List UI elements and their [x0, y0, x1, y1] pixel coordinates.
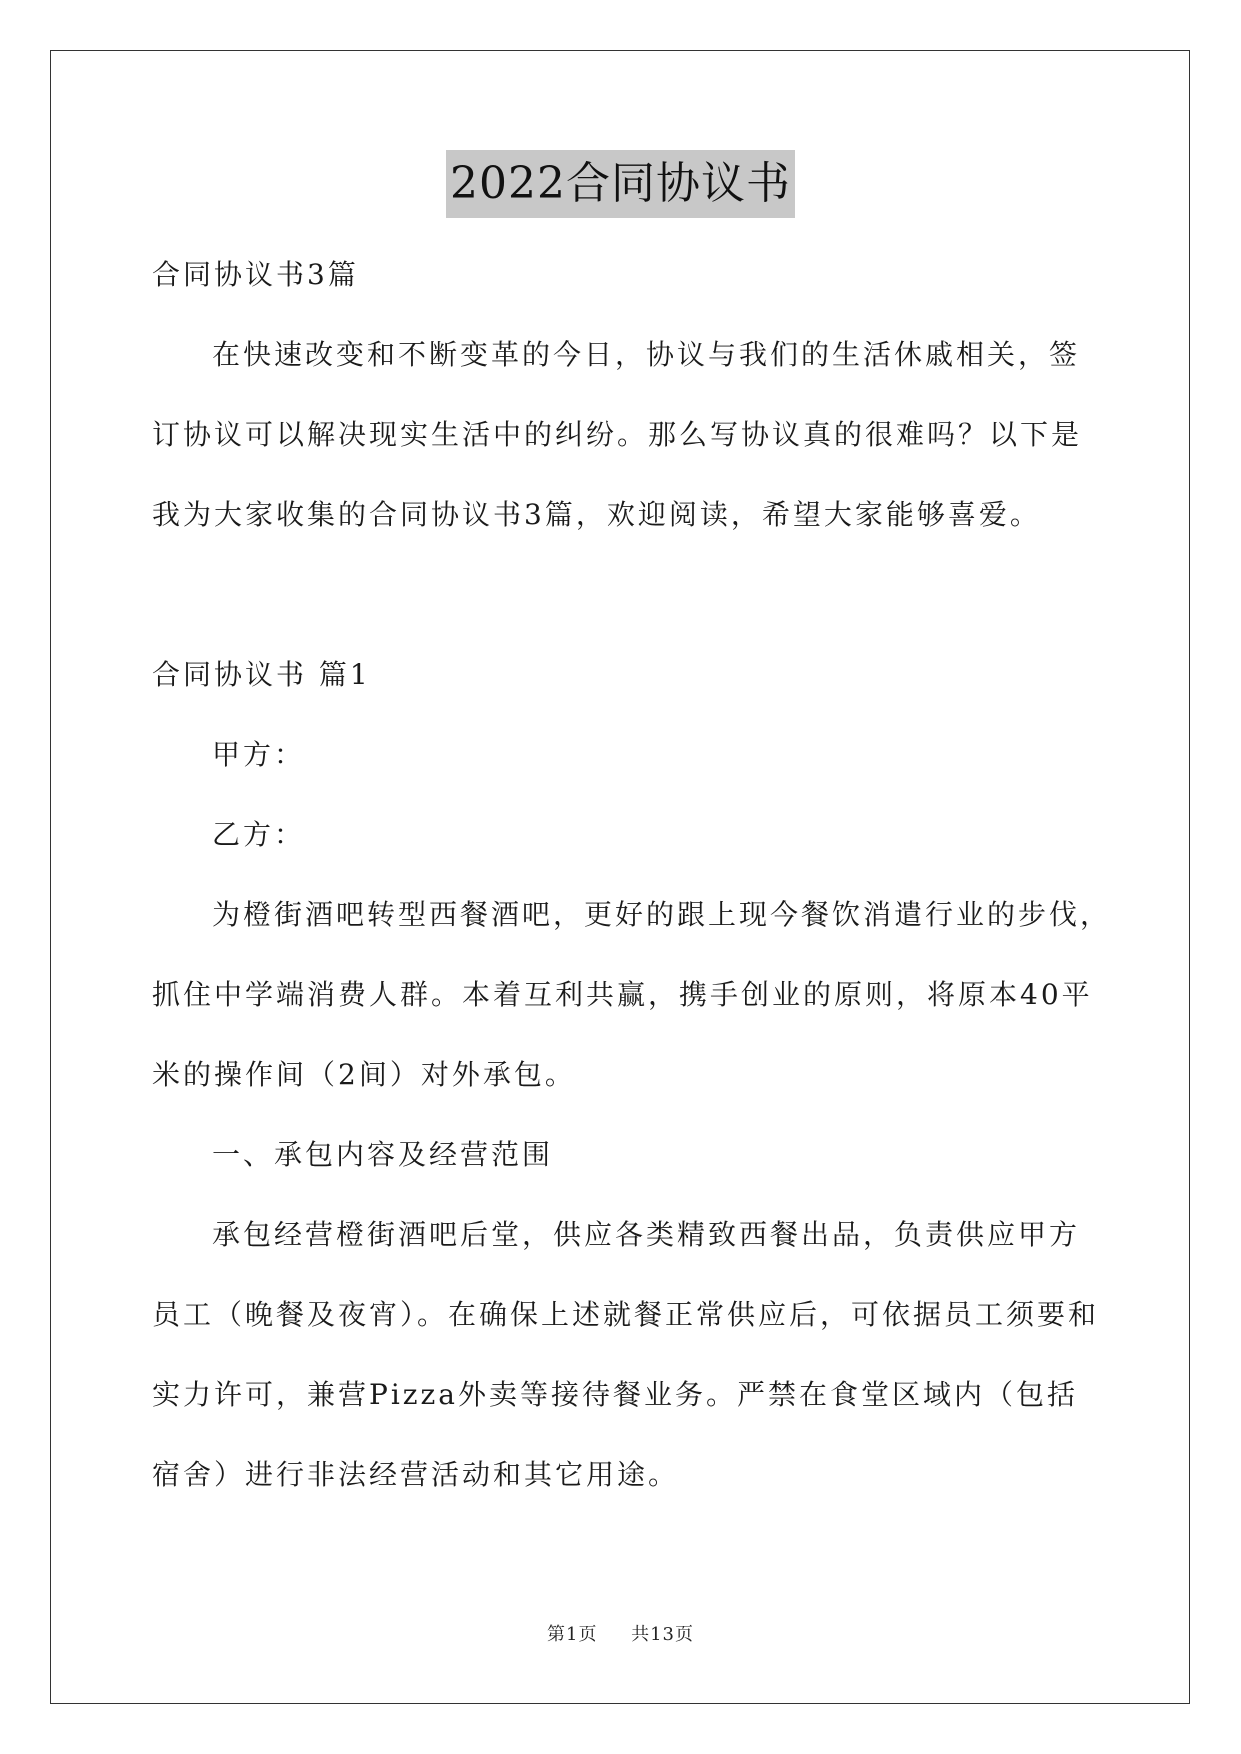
paragraph-line: 为橙街酒吧转型西餐酒吧，更好的跟上现今餐饮消遣行业的步伐，	[212, 898, 1112, 931]
paragraph-line: 在快速改变和不断变革的今日，协议与我们的生活休戚相关，签	[212, 338, 1081, 371]
paragraph-line: 米的操作间（2间）对外承包。	[152, 1058, 576, 1091]
paragraph-line: 我为大家收集的合同协议书3篇，欢迎阅读，希望大家能够喜爱。	[152, 498, 1041, 531]
paragraph-line: 员工（晚餐及夜宵）。在确保上述就餐正常供应后，可依据员工须要和	[152, 1298, 1100, 1331]
paragraph-line: 抓住中学端消费人群。本着互利共赢，携手创业的原则，将原本40平	[152, 978, 1093, 1011]
party-b-label: 乙方：	[212, 818, 306, 851]
clause-heading: 一、承包内容及经营范围	[212, 1138, 554, 1171]
document-title: 2022合同协议书	[446, 150, 795, 218]
paragraph-gap	[152, 555, 1092, 635]
page-total: 共13页	[631, 1624, 694, 1645]
page-footer	[0, 1620, 1241, 1646]
paragraph-line: 承包经营橙街酒吧后堂，供应各类精致西餐出品，负责供应甲方	[212, 1218, 1081, 1251]
party-a-label: 甲方：	[212, 738, 306, 771]
paragraph-line: 宿舍）进行非法经营活动和其它用途。	[152, 1458, 680, 1491]
document-body	[152, 235, 1112, 1515]
title-container	[0, 150, 1241, 218]
section-heading: 合同协议书 篇1	[152, 658, 371, 691]
section-heading: 合同协议书3篇	[152, 258, 359, 291]
paragraph-line: 实力许可，兼营Pizza外卖等接待餐业务。严禁在食堂区域内（包括	[152, 1378, 1078, 1411]
paragraph-line: 订协议可以解决现实生活中的纠纷。那么写协议真的很难吗？以下是	[152, 418, 1083, 451]
page-number: 第1页	[547, 1624, 598, 1645]
